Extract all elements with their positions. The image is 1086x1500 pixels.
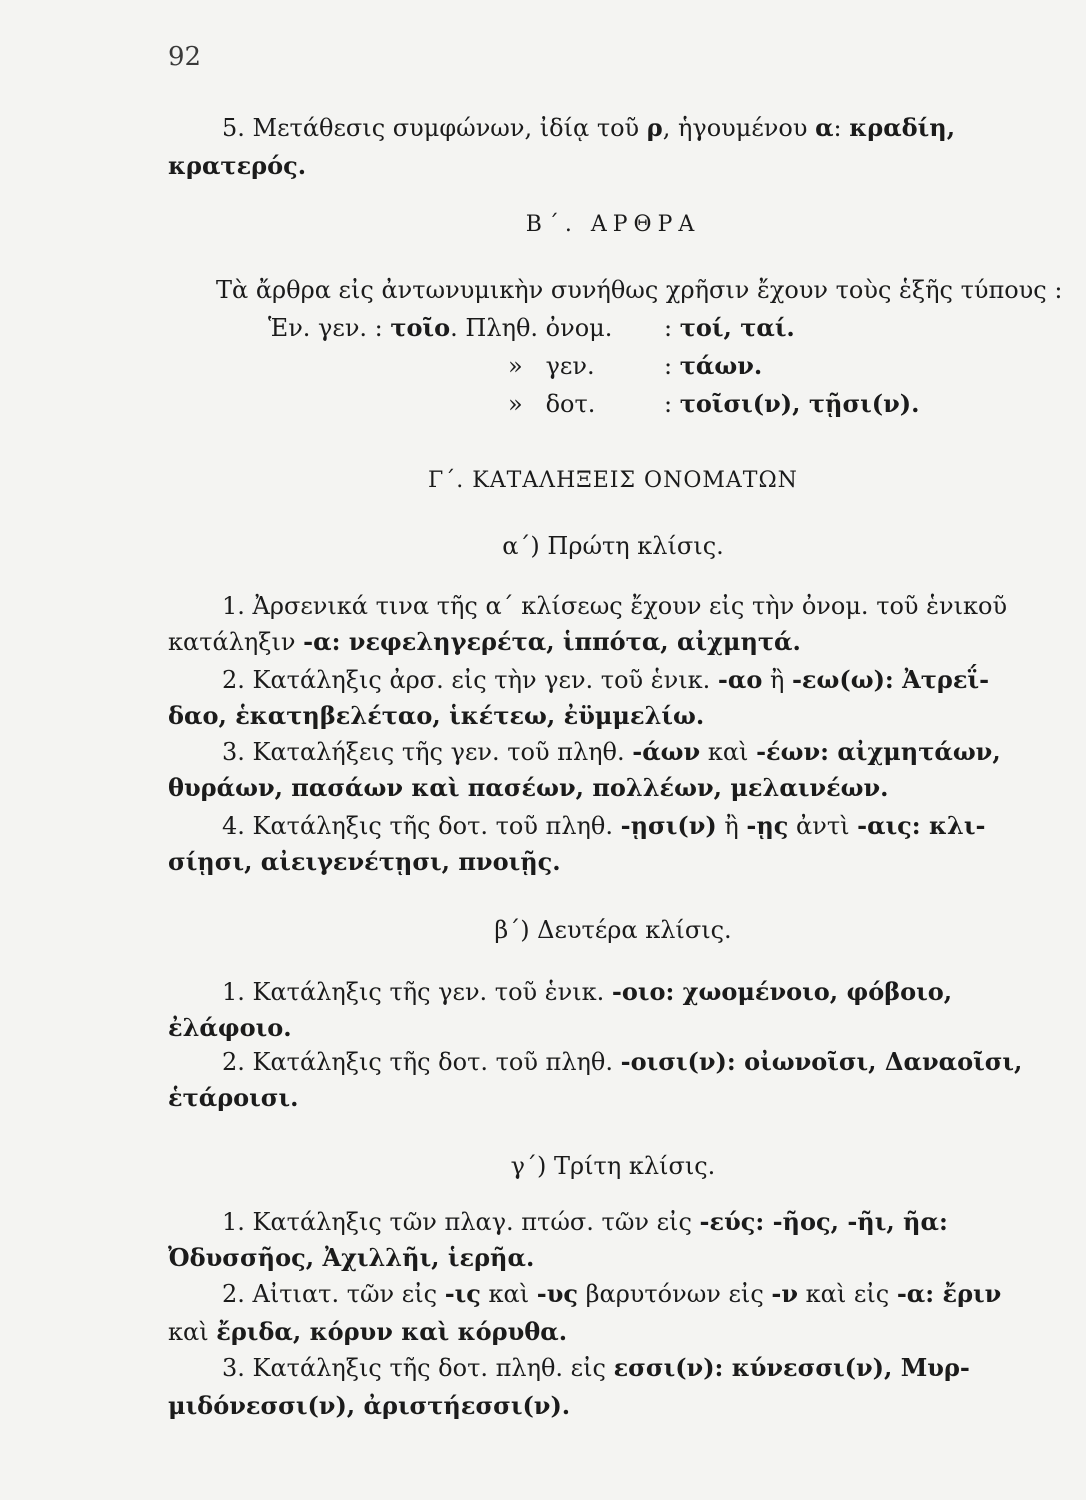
- a2-text: 2. Κατάληξις ἀρσ. εἰς τὴν γεν. τοῦ ἑνικ.: [222, 666, 718, 694]
- a2-ending: -αο: [717, 665, 763, 694]
- c2-text: 2. Αἰτιατ. τῶν εἰς: [222, 1280, 445, 1308]
- c2-line2: [168, 1317, 568, 1346]
- arthra-row-3: » δοτ.: [508, 390, 596, 418]
- b2-examples: -οισι(ν): οἰωνοῖσι, Δαναοῖσι,: [620, 1047, 1023, 1076]
- c2-text: καὶ: [168, 1318, 217, 1346]
- section5-text: 5. Μετάθεσις συμφώνων, ἰδίᾳ τοῦ: [222, 114, 647, 142]
- section5-line2: κρατερός.: [168, 151, 307, 180]
- c2-examples: ἔριδα, κόρυν καὶ κόρυθα.: [216, 1317, 568, 1346]
- c2-ending: -ν: [771, 1279, 799, 1308]
- arthra-cell: :: [664, 390, 680, 418]
- subheading-first-declension: α΄) Πρώτη κλίσις.: [502, 532, 724, 560]
- a3-text: 3. Καταλήξεις τῆς γεν. τοῦ πληθ.: [222, 738, 633, 766]
- b1-line2: ἐλάφοιο.: [168, 1013, 292, 1042]
- a3-ending: -άων: [632, 737, 701, 766]
- rho-letter: ρ: [646, 113, 663, 142]
- c1-examples: -εύς: -ῆος, -ῆι, ῆα:: [699, 1207, 948, 1236]
- heading-kataliksis: Γ΄. ΚΑΤΑΛΗΞΕΙΣ ΟΝΟΜΑΤΩΝ: [428, 468, 798, 493]
- section5-text: , ἡγουμένου: [662, 114, 816, 142]
- a4-ending: -αις: κλι-: [857, 811, 986, 840]
- a4-ending: -ῃσι(ν): [620, 811, 717, 840]
- arthra-form: τοί, ταί.: [679, 313, 795, 342]
- a2-line2: δαο, ἑκατηβελέταο, ἱκέτεω, ἐϋμμελίω.: [168, 701, 705, 730]
- a1-line2: [168, 627, 801, 656]
- a3-line1: [222, 737, 1001, 766]
- a1-text: κατάληξιν: [168, 628, 304, 656]
- b1-text: 1. Κατάληξις τῆς γεν. τοῦ ἑνικ.: [222, 978, 612, 1006]
- b2-text: 2. Κατάληξις τῆς δοτ. τοῦ πληθ.: [222, 1048, 621, 1076]
- arthra-intro: Τὰ ἄρθρα εἰς ἀντωνυμικὴν συνήθως χρῆσιν ἔχουν τοὺς ἑξῆς τύπους :: [216, 276, 1063, 304]
- arthra-cell: . Πληθ. ὀνομ.: [450, 314, 613, 342]
- c2-line1: [222, 1279, 1002, 1308]
- heading-arthra: Β΄. ΑΡΘΡΑ: [525, 212, 701, 237]
- a2-text: ἢ: [762, 666, 792, 694]
- arthra-form: τοῖσι(ν), τῇσι(ν).: [679, 389, 920, 418]
- b2-line1: [222, 1047, 1023, 1076]
- c2-text: καὶ εἰς: [798, 1280, 897, 1308]
- c3-examples: εσσι(ν): κύνεσσι(ν), Μυρ-: [613, 1353, 970, 1382]
- c2-ending: -υς: [536, 1279, 578, 1308]
- a4-ending: -ῃς: [746, 811, 789, 840]
- arthra-row-2: » γεν.: [508, 352, 595, 380]
- a1-examples: -α: νεφεληγερέτα, ἱππότα, αἰχμητά.: [303, 627, 801, 656]
- a2-line1: [222, 665, 990, 694]
- a4-text: ἢ: [716, 812, 747, 840]
- b2-line2: ἑτάροισι.: [168, 1083, 299, 1112]
- c3-text: 3. Κατάληξις τῆς δοτ. πληθ. εἰς: [222, 1354, 614, 1382]
- a2-ending: -εω(ω): Ἀτρεΐ-: [791, 665, 990, 694]
- c1-line1: [222, 1207, 948, 1236]
- c2-text: βαρυτόνων εἰς: [577, 1280, 772, 1308]
- colon: :: [833, 114, 850, 142]
- subheading-third-declension: γ΄) Τρίτη κλίσις.: [510, 1152, 716, 1180]
- arthra-form: τοῖο: [390, 313, 451, 342]
- c2-text: καὶ: [480, 1280, 537, 1308]
- b1-examples: -οιο: χωομένοιο, φόβοιο,: [611, 977, 953, 1006]
- a4-text: 4. Κατάληξις τῆς δοτ. τοῦ πληθ.: [222, 812, 621, 840]
- section5-line1: [222, 113, 956, 142]
- arthra-row-1-value: [664, 313, 795, 342]
- example-word: κραδίη,: [849, 113, 956, 142]
- arthra-cell: Ἑν. γεν. :: [268, 314, 391, 342]
- page-number: 92: [168, 42, 202, 72]
- a4-line2: σίῃσι, αἰειγενέτῃσι, πνοιῇς.: [168, 847, 561, 876]
- c1-line2: Ὀδυσσῆος, Ἀχιλλῆι, ἱερῆα.: [168, 1243, 535, 1272]
- b1-line1: [222, 977, 953, 1006]
- subheading-second-declension: β΄) Δευτέρα κλίσις.: [494, 916, 732, 944]
- a1-line1: 1. Ἀρσενικά τινα τῆς α΄ κλίσεως ἔχουν εἰς τὴν ὀνομ. τοῦ ἑνικοῦ: [222, 592, 1008, 620]
- c3-line1: [222, 1353, 970, 1382]
- c1-text: 1. Κατάληξις τῶν πλαγ. πτώσ. τῶν εἰς: [222, 1208, 700, 1236]
- arthra-form: τάων.: [679, 351, 763, 380]
- a3-text: καὶ: [700, 738, 757, 766]
- arthra-cell: :: [664, 314, 680, 342]
- a3-line2: θυράων, πασάων καὶ πασέων, πολλέων, μελαινέων.: [168, 773, 889, 802]
- a4-text: ἀντὶ: [788, 812, 858, 840]
- a3-ending: -έων: αἰχμητάων,: [756, 737, 1001, 766]
- arthra-row-2-value: [664, 351, 763, 380]
- alpha-letter: α: [815, 113, 834, 142]
- c2-ending: -ις: [444, 1279, 481, 1308]
- arthra-row-3-value: [664, 389, 920, 418]
- a4-line1: [222, 811, 986, 840]
- arthra-row-1: [268, 313, 613, 342]
- arthra-cell: :: [664, 352, 680, 380]
- c3-line2: μιδόνεσσι(ν), ἀριστήεσσι(ν).: [168, 1391, 571, 1420]
- c2-ending: -α: ἔριν: [896, 1279, 1002, 1308]
